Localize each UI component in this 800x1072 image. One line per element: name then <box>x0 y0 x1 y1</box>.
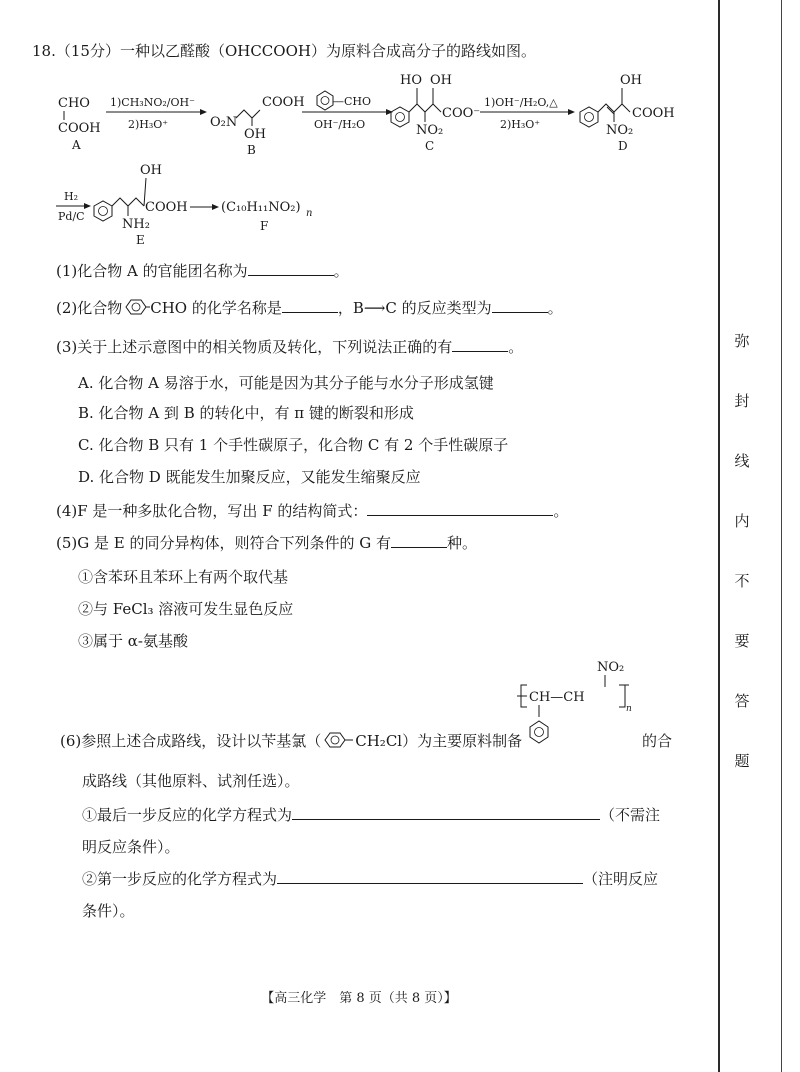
part-5-end: 种。 <box>447 534 478 552</box>
compound-d-oh: OH <box>620 73 642 88</box>
part-6 <box>60 730 522 751</box>
benzene-ring-icon <box>122 298 150 316</box>
step-2-text: ②第一步反应的化学方程式为 <box>82 870 278 888</box>
compound-c-oh: OH <box>430 73 452 88</box>
compound-f-n: n <box>306 208 313 219</box>
compound-c-ho: HO <box>400 73 422 88</box>
arrow4-top: H₂ <box>64 190 79 203</box>
part-6-line2: 成路线（其他原料、试剂任选）。 <box>82 772 300 790</box>
seal-char: 线 <box>734 452 750 470</box>
part-6-prefix: (6)参照上述合成路线，设计以苄基氯（ <box>60 732 322 750</box>
compound-d-no2: NO₂ <box>606 123 634 138</box>
benzene-ring-d-icon <box>580 107 598 127</box>
compound-b-oh: OH <box>244 127 266 142</box>
part-3-text: (3)关于上述示意图中的相关物质及转化，下列说法正确的有 <box>56 338 453 356</box>
polymer-no2: NO₂ <box>597 660 625 675</box>
option-c: C. 化合物 B 只有 1 个手性碳原子，化合物 C 有 2 个手性碳原子 <box>78 436 509 454</box>
compound-b-cooh: COOH <box>262 95 305 110</box>
compound-c-no2: NO₂ <box>416 123 444 138</box>
arrow1-top: 1)CH₃NO₂/OH⁻ <box>110 96 195 109</box>
compound-e-cooh: COOH <box>145 200 188 215</box>
part-3-end: 。 <box>508 338 524 356</box>
step-1-end: （不需注 <box>600 806 661 824</box>
arrow2-top: —CHO <box>333 95 372 108</box>
part-5-text: (5)G 是 E 的同分异构体，则符合下列条件的 G 有 <box>56 534 392 552</box>
part-4-text: (4)F 是一种多肽化合物，写出 F 的结构简式： <box>56 502 368 520</box>
compound-e-label: E <box>136 233 145 247</box>
compound-f-label: F <box>260 219 269 233</box>
step-1-line2: 明反应条件）。 <box>82 838 180 856</box>
compound-c-coo: COO⁻ <box>442 106 481 121</box>
step-1 <box>82 804 660 825</box>
arrow4-bottom: Pd/C <box>58 210 85 223</box>
part-2-name-blank[interactable] <box>282 298 338 313</box>
target-polymer-structure <box>515 655 632 755</box>
part-2-mid2: ，B⟶C 的反应类型为 <box>337 299 492 317</box>
compound-f-formula: (C₁₀H₁₁NO₂) <box>221 200 301 215</box>
seal-char: 不 <box>734 572 750 590</box>
part-4-answer-blank[interactable] <box>367 501 553 516</box>
seal-char: 答 <box>734 692 750 710</box>
compound-a-label: A <box>72 138 81 152</box>
question-header: 18.（15分）一种以乙醛酸（OHCCOOH）为原料合成高分子的路线如图。 <box>32 42 536 60</box>
seal-char: 内 <box>734 512 750 530</box>
benzyl-chloride-ring-icon <box>321 731 355 749</box>
part-2 <box>56 297 563 318</box>
benzene-ring-c-icon <box>391 107 409 127</box>
part-1-answer-blank[interactable] <box>248 261 334 276</box>
part-1-text: (1)化合物 A 的官能团名称为 <box>56 262 248 280</box>
compound-b-chain <box>236 110 260 118</box>
seal-char: 弥 <box>734 332 750 350</box>
page-footer: 【高三化学 第 8 页（共 8 页）】 <box>261 991 457 1006</box>
part-1 <box>56 260 349 281</box>
part-4 <box>56 500 568 521</box>
arrow1-head <box>200 109 207 115</box>
polymer-chain: CH—CH <box>529 690 585 705</box>
compound-b-label: B <box>247 143 256 157</box>
compound-e-oh: OH <box>140 163 162 178</box>
step-1-answer-blank[interactable] <box>292 805 600 820</box>
seal-line <box>718 0 720 1072</box>
arrow5-head <box>212 204 219 210</box>
part-2-end: 。 <box>547 299 563 317</box>
compound-e-nh2: NH₂ <box>122 217 150 232</box>
arrow2-bottom: OH⁻/H₂O <box>314 118 366 131</box>
benzaldehyde-icon <box>317 91 333 110</box>
condition-2: ②与 FeCl₃ 溶液可发生显色反应 <box>78 600 294 618</box>
condition-1: ①含苯环且苯环上有两个取代基 <box>78 568 289 586</box>
part-1-end: 。 <box>333 262 349 280</box>
compound-b-o2n: O₂N <box>210 115 238 130</box>
compound-a-cooh: COOH <box>58 121 101 136</box>
part-5-answer-blank[interactable] <box>391 533 447 548</box>
part-3 <box>56 336 523 357</box>
option-b: B. 化合物 A 到 B 的转化中，有 π 键的断裂和形成 <box>78 404 414 422</box>
arrow3-head <box>568 109 575 115</box>
seal-char: 封 <box>734 392 750 410</box>
part-6-mid: CH₂Cl）为主要原料制备 <box>355 732 523 750</box>
arrow4-head <box>84 203 91 209</box>
part-2-mid: CHO 的化学名称是 <box>150 299 282 317</box>
compound-c-label: C <box>425 139 435 153</box>
option-a: A. 化合物 A 易溶于水，可能是因为其分子能与水分子形成氢键 <box>78 374 494 392</box>
part-5 <box>56 532 477 553</box>
page-edge-line <box>781 0 782 1072</box>
step-2-answer-blank[interactable] <box>277 869 583 884</box>
part-2-prefix: (2)化合物 <box>56 299 123 317</box>
reaction-scheme <box>0 70 716 250</box>
seal-char: 要 <box>734 632 750 650</box>
benzene-ring-e-icon <box>94 201 112 221</box>
arrow3-top: 1)OH⁻/H₂O,△ <box>484 96 558 109</box>
condition-3: ③属于 α-氨基酸 <box>78 632 188 650</box>
part-3-answer-blank[interactable] <box>452 337 508 352</box>
compound-a-cho: CHO <box>58 96 90 111</box>
part-6-end: 的合 <box>642 732 673 750</box>
seal-char: 题 <box>734 752 750 770</box>
option-d: D. 化合物 D 既能发生加聚反应，又能发生缩聚反应 <box>78 468 421 486</box>
compound-d-cooh: COOH <box>632 106 675 121</box>
part-4-end: 。 <box>553 502 569 520</box>
polymer-benzene-icon <box>530 721 548 743</box>
arrow1-bottom: 2)H₃O⁺ <box>128 118 169 131</box>
compound-d-label: D <box>618 139 628 153</box>
step-1-text: ①最后一步反应的化学方程式为 <box>82 806 293 824</box>
arrow3-bottom: 2)H₃O⁺ <box>500 118 541 131</box>
step-2 <box>82 868 658 889</box>
polymer-n: n <box>626 704 632 714</box>
step-2-line2: 条件）。 <box>82 902 135 920</box>
part-2-type-blank[interactable] <box>492 298 548 313</box>
step-2-end: （注明反应 <box>583 870 659 888</box>
